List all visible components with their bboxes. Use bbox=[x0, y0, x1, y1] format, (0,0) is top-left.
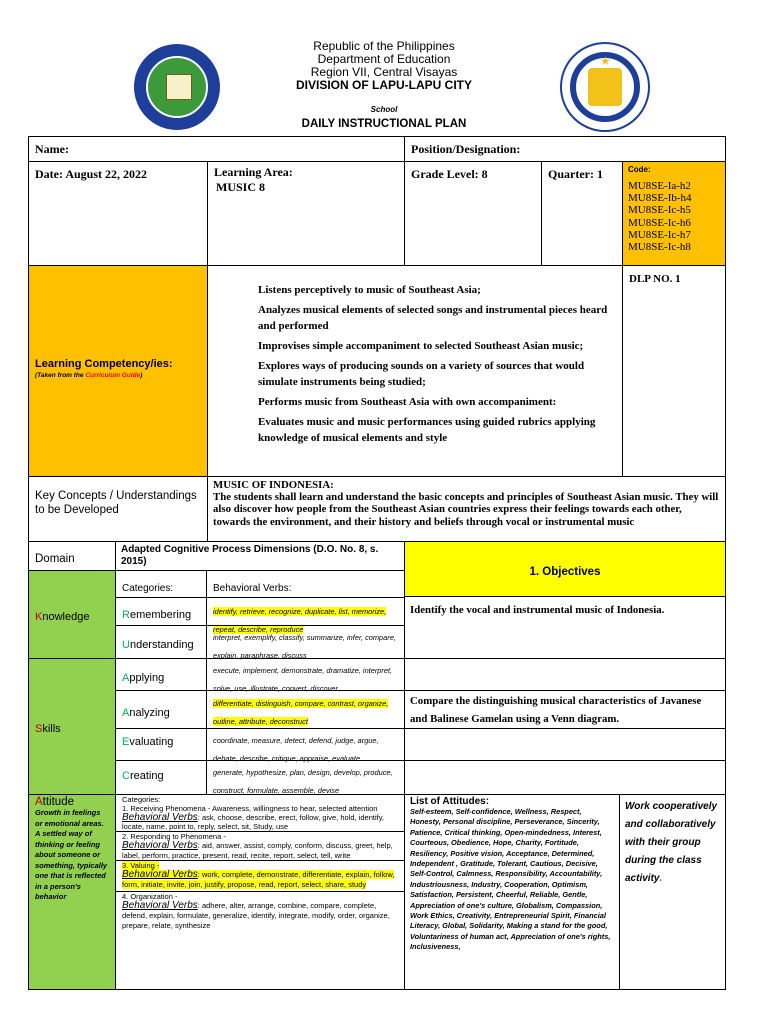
applying-verbs: execute, implement, demonstrate, dramatize, interpret, solve, use, illustrate, convert, discover bbox=[206, 658, 405, 691]
attitude-description: Growth in feelings or emotional areas. A settled way of thinking or feeling about someone or something, typically one that is reflected in a person's behavior bbox=[35, 808, 108, 901]
name-cell: Name: bbox=[28, 136, 405, 162]
code-item: MU8SE-Ib-h4 bbox=[628, 192, 692, 205]
knowledge-domain-cell: Knowledge bbox=[28, 570, 116, 659]
evaluating-verbs: coordinate, measure, detect, defend, judge, argue, debate, describe, critique, appraise, evaluate bbox=[206, 728, 405, 761]
applying-cell: Applying bbox=[115, 658, 207, 691]
key-concepts-label-cell: Key Concepts / Understandings to be Developed bbox=[28, 476, 208, 542]
code-item: MU8SE-Ia-h2 bbox=[628, 180, 691, 192]
competency-item bbox=[234, 338, 614, 354]
bullet-icon bbox=[234, 394, 258, 410]
creating-cell: Creating bbox=[115, 760, 207, 795]
bullet-icon bbox=[234, 282, 258, 298]
competency-item bbox=[234, 358, 614, 390]
header-line-region: Region VII, Central Visayas bbox=[310, 65, 458, 79]
competency-note: (Taken from the Curriculum Guide) bbox=[35, 372, 143, 379]
knowledge-objective: Identify the vocal and instrumental music of Indonesia. bbox=[404, 596, 726, 659]
learning-area-cell: Learning Area: MUSIC 8 bbox=[207, 161, 405, 266]
competency-text: Explores ways of producing sounds on a variety of sources that would simulate instruments being studied; bbox=[258, 360, 585, 388]
competency-label-cell: Learning Competency/ies: (Taken from the Curriculum Guide) bbox=[28, 265, 208, 477]
analyzing-verbs: differentiate, distinguish, compare, contrast, organize, outline, attribute, deconstruct bbox=[206, 690, 405, 729]
creating-objective bbox=[404, 760, 726, 795]
competency-item bbox=[234, 394, 614, 410]
header-line-division: DIVISION OF LAPU-LAPU CITY bbox=[295, 78, 472, 92]
competency-list bbox=[207, 265, 623, 477]
document-title: DAILY INSTRUCTIONAL PLAN bbox=[301, 118, 467, 130]
position-cell: Position/Designation: bbox=[404, 136, 726, 162]
dlp-cell: DLP NO. 1 bbox=[622, 265, 726, 477]
code-item: MU8SE-Ic-h5 bbox=[628, 204, 691, 217]
competency-text: Performs music from Southeast Asia with own accompaniment: bbox=[258, 396, 557, 408]
bullet-icon bbox=[234, 358, 258, 390]
domain-label-cell: Domain bbox=[28, 541, 116, 571]
evaluating-objective bbox=[404, 728, 726, 761]
attitude-domain-cell: Attitude Growth in feelings or emotional areas. A settled way of thinking or feeling about someone or something, typically one that is reflected in a person's behavior bbox=[28, 794, 116, 990]
competency-text: Listens perceptively to music of Southeast Asia; bbox=[258, 284, 481, 296]
code-list bbox=[628, 180, 720, 253]
star-icon: ★ bbox=[600, 54, 611, 68]
torch-icon bbox=[588, 68, 622, 106]
competency-item bbox=[234, 302, 614, 334]
competency-text: Analyzes musical elements of selected songs and instrumental pieces heard and performed bbox=[258, 304, 608, 332]
competency-item bbox=[234, 414, 614, 446]
understanding-cell: Understanding bbox=[115, 625, 207, 659]
bullet-icon bbox=[234, 338, 258, 354]
quarter-cell: Quarter: 1 bbox=[541, 161, 623, 266]
skills-domain-cell: Skills bbox=[28, 658, 116, 795]
understanding-verbs: interpret, exemplify, classify, summarize, infer, compare, explain, paraphrase, discuss bbox=[206, 625, 405, 659]
attitude-categories-cell: Categories: 1. Receiving Phenomena - Awareness, willingness to hear, selected attention Behavioral Verbs: ask, choose, describe, erect, follow, give, hold, identify, locate, name, point to, reply, select, sit, Study, use 2. Responding to Phenomena - Behavioral Verbs: aid, answer, assist, comply, conform, discuss, greet, help, label, perform, practice, present, read, recite, report, select, tell, write 3. Valuing - Behavioral Verbs: work, complete, demonstrate, differentiate, explain, follow, form, initiate, invite, join, justify, propose, read, report, select, share, study 4. Organization - Behavioral Verbs: adhere, alter, arrange, combine, compare, complete, defend, explain, formulate, generalize, identify, integrate, modify, order, organize, prepare, relate, synthesize bbox=[115, 794, 405, 990]
code-item: MU8SE-Ic-h6 bbox=[628, 216, 691, 229]
document-header bbox=[0, 0, 768, 140]
code-item: MU8SE-Ic-h7 bbox=[628, 228, 691, 241]
verbs-header-cell: Behavioral Verbs: bbox=[206, 570, 405, 598]
remembering-verbs: identify, retrieve, recognize, duplicate, list, memorize, repeat, describe, reproduce bbox=[206, 597, 405, 626]
evaluating-cell: Evaluating bbox=[115, 728, 207, 761]
bullet-icon bbox=[234, 302, 258, 334]
attitudes-list-cell: List of Attitudes: Self-esteem, Self-confidence, Wellness, Respect, Honesty, Personal discipline, Perseverance, Sincerity, Patience, Critical thinking, Open-mindedness, Interest, Courteous, Obedience, Hope, Charity, Fortitude, Resiliency, Positive vision, Acceptance, Determined, Independent , Gratitude, Tolerant, Cautious, Decisive, Self-Control, Calmness, Responsibility, Accountability, Industriousness, Industry, Cooperation, Optimism, Satisfaction, Persistent, Cheerful, Reliable, Gentle, Appreciation of one's culture, Globalism, Compassion, Work Ethics, Creativity, Entrepreneurial Spirit, Financial Literacy, Global, Solidarity, Making a stand for the good, Voluntariness of human act, Appreciation of one's rights, Inclusiveness, bbox=[404, 794, 620, 990]
header-school: School bbox=[370, 105, 398, 114]
analyzing-objective: Compare the distinguishing musical characteristics of Javanese and Balinese Gamelan using a Venn diagram. bbox=[404, 690, 726, 729]
code-cell: Code: MU8SE-Ia-h2 MU8SE-Ib-h4 MU8SE-Ic-h5 MU8SE-Ic-h6 MU8SE-Ic-h7 MU8SE-Ic-h8 bbox=[622, 161, 726, 266]
header-line-department: Department of Education bbox=[317, 52, 451, 66]
adapted-dimensions-cell: Adapted Cognitive Process Dimensions (D.O. No. 8, s. 2015) bbox=[115, 541, 405, 571]
categories-header-cell: Categories: bbox=[115, 570, 207, 598]
competency-text: Evaluates music and music performances using guided rubrics applying knowledge of musical elements and style bbox=[258, 416, 596, 444]
competency-text: Improvises simple accompaniment to selected Southeast Asian music; bbox=[258, 340, 584, 352]
deped-seal-logo bbox=[560, 42, 650, 132]
date-cell: Date: August 22, 2022 bbox=[28, 161, 208, 266]
applying-objective bbox=[404, 658, 726, 691]
analyzing-cell: Analyzing bbox=[115, 690, 207, 729]
objectives-header-cell: 1. Objectives bbox=[404, 541, 726, 597]
key-concepts-content: MUSIC OF INDONESIA: The students shall learn and understand the basic concepts and principles of Southeast Asian music. They will also discover how people from the Southeast Asian countries express their feelings towards each other, towards the environment, and their history and beliefs through vocal or instrumental music bbox=[207, 476, 726, 542]
attitude-objective-cell: Work cooperatively and collaboratively with their group during the class activity. bbox=[619, 794, 726, 990]
bullet-icon bbox=[234, 414, 258, 446]
grade-level-cell: Grade Level: 8 bbox=[404, 161, 542, 266]
competency-item bbox=[234, 282, 614, 298]
remembering-cell: Remembering bbox=[115, 597, 207, 626]
header-line-republic: Republic of the Philippines bbox=[313, 39, 455, 53]
code-item: MU8SE-Ic-h8 bbox=[628, 241, 691, 254]
creating-verbs: generate, hypothesize, plan, design, develop, produce, construct, formulate, assemble, devise bbox=[206, 760, 405, 795]
